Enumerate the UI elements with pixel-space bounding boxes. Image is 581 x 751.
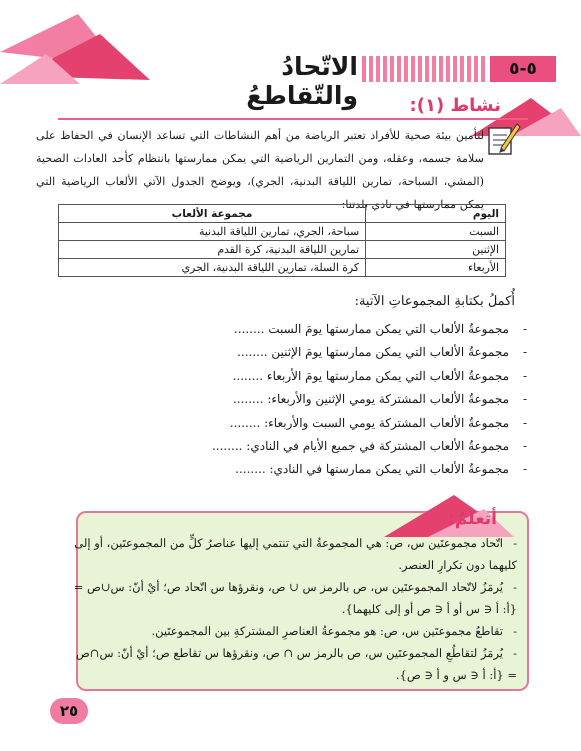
table-cell-games: تمارين اللياقة البدنية، كرة القدم (59, 241, 366, 259)
list-item-text: مجموعةُ الألعاب التي يمكن ممارستها يومَ الأربعاء ........ (232, 368, 509, 383)
bullet-dash: - (513, 580, 517, 594)
header-stripe-bar (362, 56, 486, 82)
list-item (57, 341, 527, 364)
table-header-games: مجموعة الألعاب (59, 205, 366, 223)
sports-table (58, 204, 506, 277)
page-number: ٢٥ (50, 698, 88, 724)
bullet-dash: - (522, 462, 527, 477)
list-item-text: يُرمَزُ لتقاطُعِ المجموعتَين س، ص بالرمز س ∩ ص، ونقرؤها س تقاطع ص؛ أيْ أنّ: س∩ص = {أ: أ ∈ س و أ ∈ ص}. (75, 646, 517, 682)
list-item-text: مجموعةُ الألعاب التي يمكن ممارستها يومَ الإثنين ........ (237, 345, 509, 360)
list-item (57, 435, 527, 458)
pencil-note-icon (487, 120, 521, 158)
divider (58, 118, 528, 120)
table-cell-day: الإثنين (366, 241, 506, 259)
list-item (57, 458, 527, 481)
list-item-text: مجموعةُ الألعاب المشتركة يومي الإثنين والأربعاء: ........ (232, 392, 509, 407)
list-item-text: مجموعةُ الألعاب التي يمكن ممارستها في النادي: ........ (235, 462, 509, 477)
learn-title: أتعلمُ: (448, 509, 497, 529)
table-row (59, 241, 506, 259)
bullet-dash: - (522, 439, 527, 454)
lesson-title: الاتّحادُ والتّقاطعُ (246, 52, 358, 110)
table-cell-day: الأربعاء (366, 259, 506, 277)
bullet-dash: - (513, 536, 517, 550)
table-row (59, 259, 506, 277)
list-item (57, 388, 527, 411)
table-cell-games: سباحة، الجري، تمارين اللياقة البدنية (59, 223, 366, 241)
activity-title: نشاط (١): (409, 95, 501, 116)
bullet-dash: - (522, 368, 527, 383)
table-cell-games: كرة السلة، تمارين اللياقة البدنية، الجري (59, 259, 366, 277)
bullet-dash: - (522, 392, 527, 407)
list-item-text: تقاطعُ مجموعتَين س، ص: هو مجموعةُ العناصرِ المشتركةِ بين المجموعتَين. (151, 624, 503, 638)
bullet-dash: - (513, 624, 517, 638)
bullet-dash: - (513, 646, 517, 660)
exercise-list (57, 318, 527, 482)
list-item-text: مجموعةُ الألعاب المشتركة في جميع الأيام في النادي: ........ (211, 439, 509, 454)
list-item (57, 318, 527, 341)
exercise-instructions: أُكملُ بكتابةِ المجموعاتِ الآتية: (354, 294, 515, 309)
bullet-dash: - (522, 415, 527, 430)
list-item (73, 620, 517, 642)
list-item (57, 365, 527, 388)
list-item (73, 576, 517, 620)
activity-intro: لتأمين بيئة صحية للأفراد تعتبر الرياضة من أهم النشاطات التي تساعد الإنسان في الحفاظ على سلامة جسمه، وعقله، ومن التمارين الرياضية التي يمكن ممارستها بانتظام كأحد العادات الصحية (المشي، السباحة، تمارين اللياقة البدنية، الجري)، ويوضح الجدول الآتي الألعاب الرياضية التي يمكن ممارستها في نادي بلدتنا: (36, 129, 484, 211)
list-item (57, 412, 527, 435)
bullet-dash: - (522, 345, 527, 360)
list-item-text: مجموعةُ الألعاب المشتركة يومي السبت والأربعاء: ........ (229, 415, 509, 430)
decorative-triangles (0, 14, 150, 84)
section-number: ٥-٥ (490, 56, 556, 82)
bullet-dash: - (522, 322, 527, 336)
list-item-text: مجموعةُ الألعاب التي يمكن ممارستها يومَ السبت ........ (233, 322, 509, 336)
list-item (73, 532, 517, 576)
learn-list (73, 532, 517, 686)
list-item-text: اتّحاد مجموعتَين س، ص: هي المجموعةُ التي تنتمي إليها عناصرُ كلٍّ من المجموعتَين، أو إلى كليهما دون تكرارِ العنصر. (74, 536, 517, 572)
list-item (73, 642, 517, 686)
table-cell-day: السبت (366, 223, 506, 241)
list-item-text: يُرمَزُ لاتّحاد المجموعتَين س، ص بالرمز س ∪ ص، ونقرؤها س اتّحاد ص؛ أيْ أنّ: س∪ص = {أ: أ ∈ س أو أ ∈ ص أو إلى كليهما}. (73, 580, 517, 616)
table-row (59, 223, 506, 241)
table-header-day: اليوم (366, 205, 506, 223)
